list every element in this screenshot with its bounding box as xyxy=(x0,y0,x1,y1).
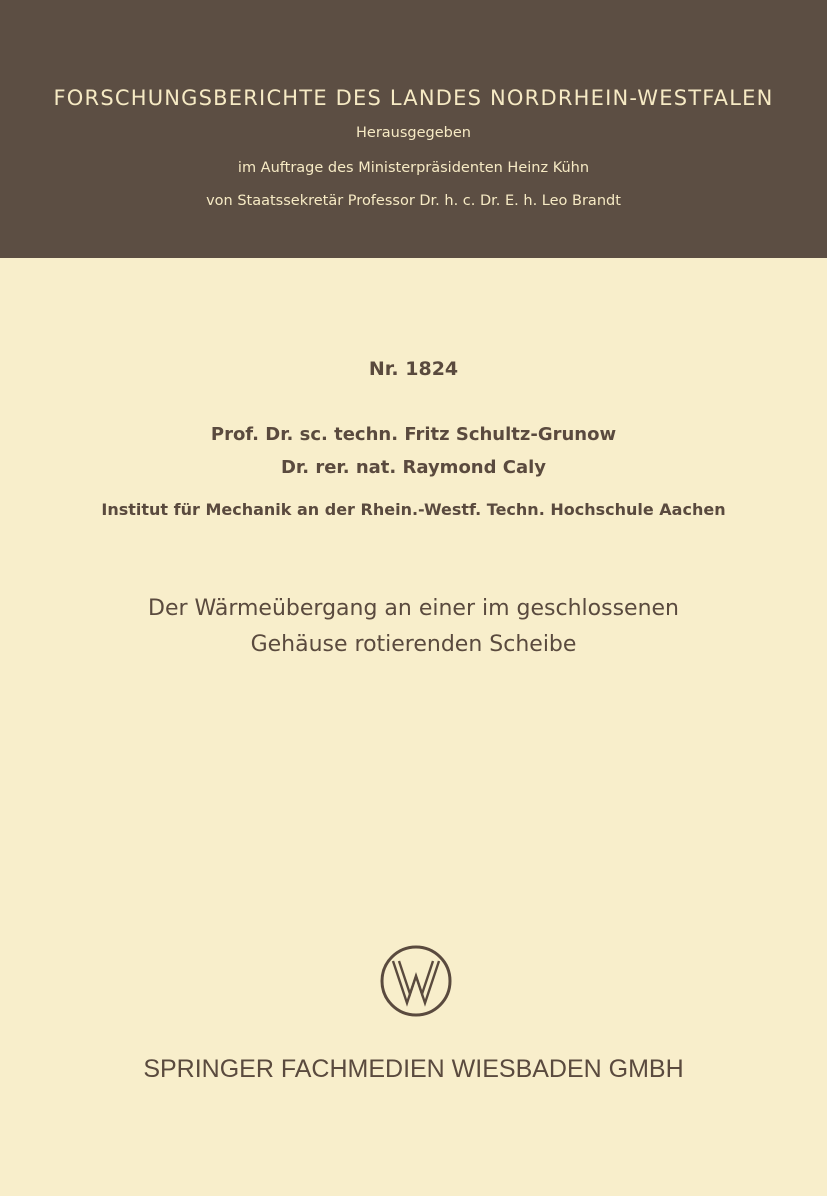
title-line-2: Gehäuse rotierenden Scheibe xyxy=(250,632,577,657)
editor-line-3: von Staatssekretär Professor Dr. h. c. Dr. E. h. Leo Brandt xyxy=(206,193,621,209)
title-line-1: Der Wärmeübergang an einer im geschlossenen xyxy=(148,596,679,621)
publisher-name: SPRINGER FACHMEDIEN WIESBADEN GMBH xyxy=(143,1055,684,1083)
institute: Institut für Mechanik an der Rhein.-Westf. Techn. Hochschule Aachen xyxy=(101,500,726,519)
author-2: Dr. rer. nat. Raymond Caly xyxy=(280,457,547,478)
series-title: FORSCHUNGSBERICHTE DES LANDES NORDRHEIN-WESTFALEN xyxy=(53,86,774,110)
editor-line-2: im Auftrage des Ministerpräsidenten Heinz Kühn xyxy=(237,160,590,176)
report-number: Nr. 1824 xyxy=(368,358,459,380)
springer-vw-logo-icon xyxy=(379,944,453,1018)
editor-line-1: Herausgegeben xyxy=(356,125,471,141)
author-1: Prof. Dr. sc. techn. Fritz Schultz-Grunow xyxy=(210,424,617,445)
header-band xyxy=(0,0,827,258)
